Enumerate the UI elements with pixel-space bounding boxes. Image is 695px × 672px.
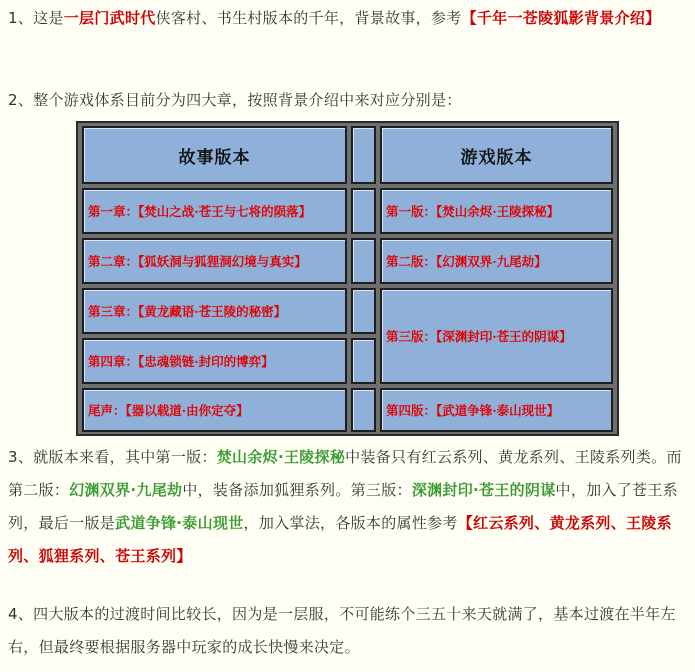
spacer-row-2 — [351, 238, 376, 284]
p1-middle: 侠客村、书生村版本的千年，背景故事，参考 — [155, 9, 462, 27]
story-chapter-3: 第三章：【黄龙藏语·苍王陵的秘密】 — [82, 288, 347, 334]
equipment-series-link[interactable]: 【红云系列、黄龙系列、王陵系列、狐狸系列、苍王系列 — [8, 514, 672, 565]
paragraph-1 — [8, 2, 685, 35]
spacer-row-1 — [351, 188, 376, 234]
version-table — [76, 121, 619, 436]
p3-mid3: 中，加入了苍王系列，最后一版是 — [8, 481, 678, 532]
paragraph-3 — [8, 441, 685, 573]
story-epilogue: 尾声：【器以载道·由你定夺】 — [82, 388, 347, 432]
p1-suffix: 】 — [645, 9, 661, 27]
spacer-row-5 — [351, 388, 376, 432]
version-4-name: 武道争锋·泰山现世 — [115, 514, 244, 532]
spacer-row-4 — [351, 338, 376, 384]
header-game-version: 游戏版本 — [380, 126, 613, 184]
p3-mid1: 中装备只有红云系列、黄龙系列、王陵系列类。而第二版： — [8, 448, 682, 499]
game-version-4: 第四版：【武道争锋·泰山现世】 — [380, 388, 613, 432]
p3-suffix: 】 — [176, 547, 192, 565]
header-story-version: 故事版本 — [82, 126, 347, 184]
story-chapter-1: 第一章：【焚山之战·苍王与七将的陨落】 — [82, 188, 347, 234]
game-version-2: 第二版：【幻渊双界·九尾劫】 — [380, 238, 613, 284]
story-chapter-4: 第四章：【忠魂锁链·封印的博弈】 — [82, 338, 347, 384]
background-story-link[interactable]: 【千年一苍陵狐影背景介绍 — [461, 9, 646, 27]
version-2-name: 幻渊双界·九尾劫 — [69, 481, 183, 499]
p4-text: 4、四大版本的过渡时间比较长，因为是一层服，不可能练个三五十来天就满了，基本过渡在半年左右，但最终要根据服务器中玩家的成长快慢来决定。 — [8, 605, 676, 656]
story-chapter-2: 第二章：【狐妖洞与狐狸洞幻境与真实】 — [82, 238, 347, 284]
game-version-3: 第三版：【深渊封印·苍王的阴谋】 — [380, 288, 613, 384]
p2-text: 2、整个游戏体系目前分为四大章，按照背景介绍中来对应分别是： — [8, 91, 462, 109]
p3-mid2: 中，装备添加狐狸系列。第三版： — [182, 481, 412, 499]
paragraph-4 — [8, 598, 685, 664]
era-highlight: 一层门武时代 — [63, 9, 156, 27]
p3-prefix: 3、就版本来看，其中第一版： — [8, 448, 217, 466]
header-spacer — [351, 126, 376, 184]
p3-mid4: ，加入掌法，各版本的属性参考 — [243, 514, 458, 532]
game-version-1: 第一版：【焚山余烬·王陵探秘】 — [380, 188, 613, 234]
version-1-name: 焚山余烬·王陵探秘 — [216, 448, 346, 466]
version-3-name: 深渊封印·苍王的阴谋 — [411, 481, 556, 499]
paragraph-2 — [8, 84, 685, 117]
spacer-row-3 — [351, 288, 376, 334]
p1-prefix: 1、这是 — [8, 9, 64, 27]
